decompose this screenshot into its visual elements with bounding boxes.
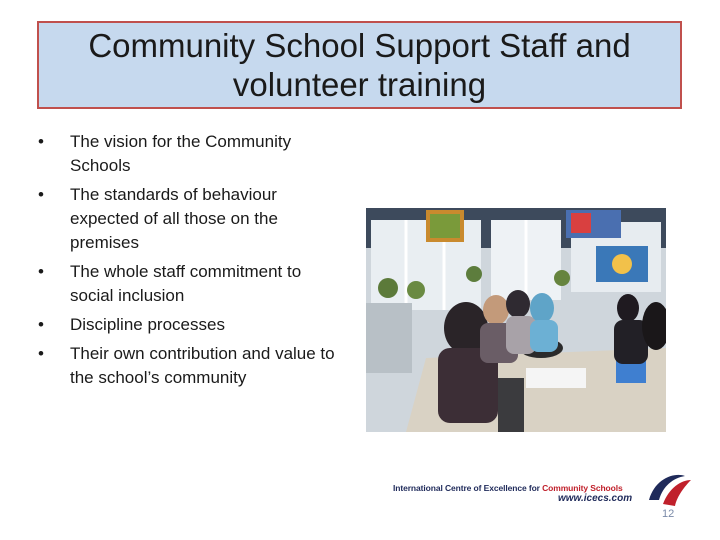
- logo-mark-icon: [645, 470, 693, 510]
- bullet-item: [38, 183, 348, 255]
- bullet-list: [38, 130, 348, 395]
- bullet-item: [38, 313, 348, 337]
- logo-org-accent: Community Schools: [542, 483, 623, 493]
- slide-title: Community School Support Staff and volunteer training: [88, 27, 631, 103]
- bullet-dot: •: [38, 185, 44, 204]
- bullet-dot: •: [38, 132, 44, 151]
- page-number: 12: [662, 508, 675, 520]
- bullet-text: The vision for the Community Schools: [70, 132, 292, 175]
- logo-url: www.icecs.com: [558, 493, 633, 504]
- bullet-dot: •: [38, 344, 44, 363]
- bullet-dot: •: [38, 262, 44, 281]
- bullet-item: [38, 342, 348, 390]
- bullet-text: The whole staff commitment to social inclusion: [70, 262, 302, 305]
- bullet-item: [38, 260, 348, 308]
- bullet-text: The standards of behaviour expected of all those on the premises: [70, 185, 278, 252]
- classroom-photo: [366, 208, 666, 432]
- logo-org-prefix: International Centre of Excellence for: [393, 483, 543, 493]
- icecs-logo: [393, 470, 703, 510]
- bullet-text: Discipline processes: [70, 315, 225, 334]
- bullet-text: Their own contribution and value to the school’s community: [70, 344, 335, 387]
- title-box: [37, 21, 682, 109]
- bullet-dot: •: [38, 315, 44, 334]
- logo-org-name: [393, 483, 623, 493]
- bullet-item: [38, 130, 348, 178]
